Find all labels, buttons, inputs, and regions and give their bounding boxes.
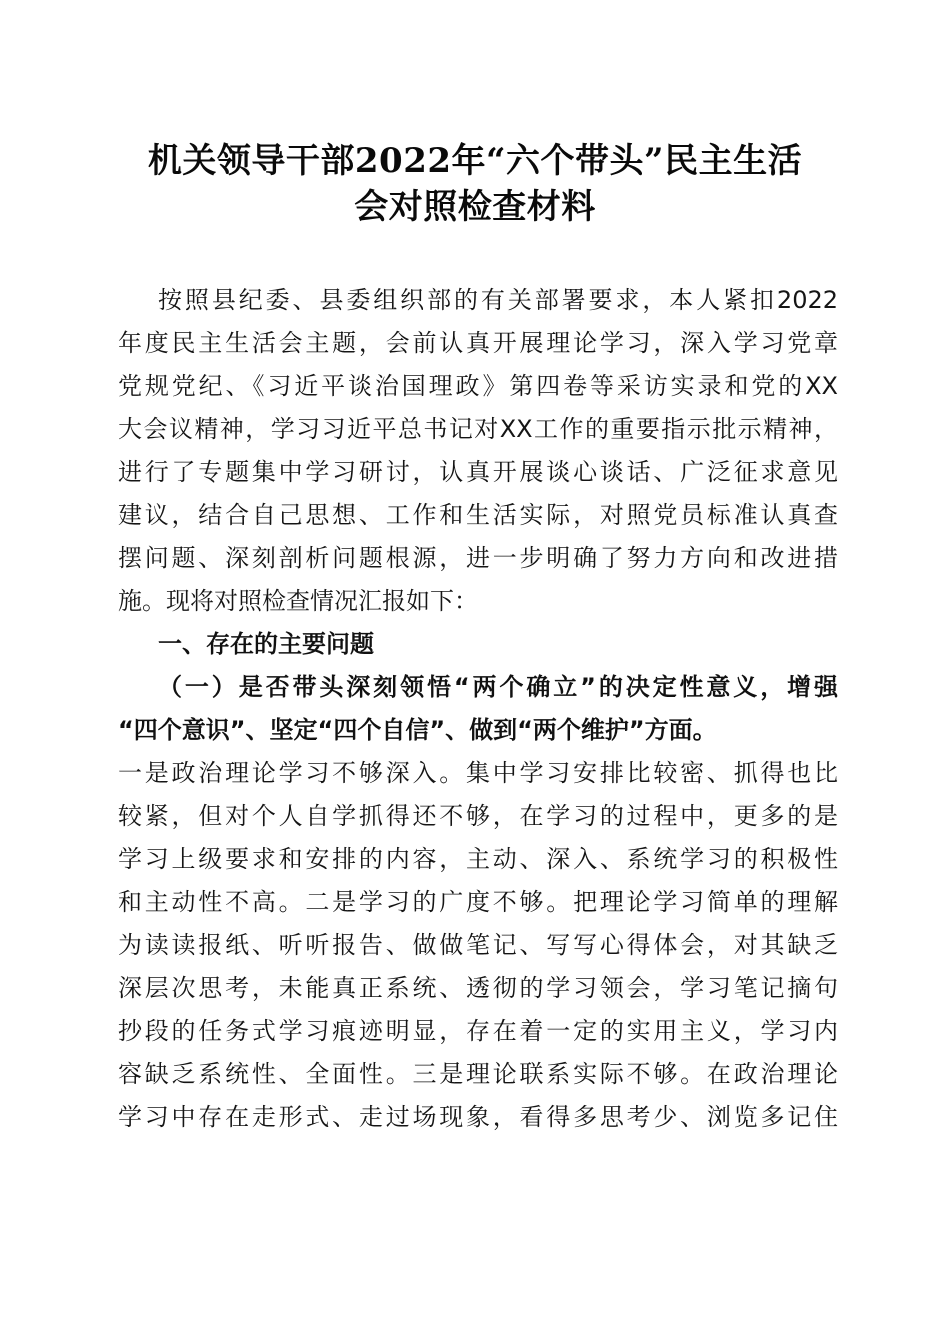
- intro-line: 大会议精神，学习习近平总书记对XX工作的重要指示批示精神，: [118, 415, 838, 443]
- intro-line: 按照县纪委、县委组织部的有关部署要求，本人紧扣2022: [158, 286, 838, 314]
- intro-line: 摆问题、深刻剖析问题根源，进一步明确了努力方向和改进措: [118, 544, 838, 572]
- intro-line: 进行了专题集中学习研讨，认真开展谈心谈话、广泛征求意见: [118, 458, 838, 486]
- subsection-heading: （一）是否带头深刻领悟“两个确立”的决定性意义，增强: [158, 673, 838, 701]
- subsection-heading: “四个意识”、坚定“四个自信”、做到“两个维护”方面。: [118, 716, 717, 744]
- body-line: 一是政治理论学习不够深入。集中学习安排比较密、抓得也比: [118, 759, 838, 787]
- body-line: 容缺乏系统性、全面性。三是理论联系实际不够。在政治理论: [118, 1060, 838, 1088]
- body-line: 学习上级要求和安排的内容，主动、深入、系统学习的积极性: [118, 845, 838, 873]
- intro-line: 党规党纪、《习近平谈治国理政》第四卷等采访实录和党的XX: [118, 372, 838, 400]
- body-line: 抄段的任务式学习痕迹明显，存在着一定的实用主义，学习内: [118, 1017, 838, 1045]
- body-line: 较紧，但对个人自学抓得还不够，在学习的过程中，更多的是: [118, 802, 838, 830]
- body-line: 为读读报纸、听听报告、做做笔记、写写心得体会，对其缺乏: [118, 931, 838, 959]
- section-heading: 一、存在的主要问题: [158, 630, 374, 658]
- body-line: 深层次思考，未能真正系统、透彻的学习领会，学习笔记摘句: [118, 974, 838, 1002]
- body-line: 和主动性不高。二是学习的广度不够。把理论学习简单的理解: [118, 888, 838, 916]
- document-title-line-2: 会对照检查材料: [354, 187, 596, 227]
- intro-line: 施。现将对照检查情况汇报如下：: [118, 587, 478, 615]
- document-title-line-1: 机关领导干部2022年“六个带头”民主生活: [147, 141, 803, 181]
- intro-line: 年度民主生活会主题，会前认真开展理论学习，深入学习党章: [118, 329, 838, 357]
- body-line: 学习中存在走形式、走过场现象，看得多思考少、浏览多记住: [118, 1103, 838, 1131]
- intro-line: 建议，结合自己思想、工作和生活实际，对照党员标准认真查: [118, 501, 838, 529]
